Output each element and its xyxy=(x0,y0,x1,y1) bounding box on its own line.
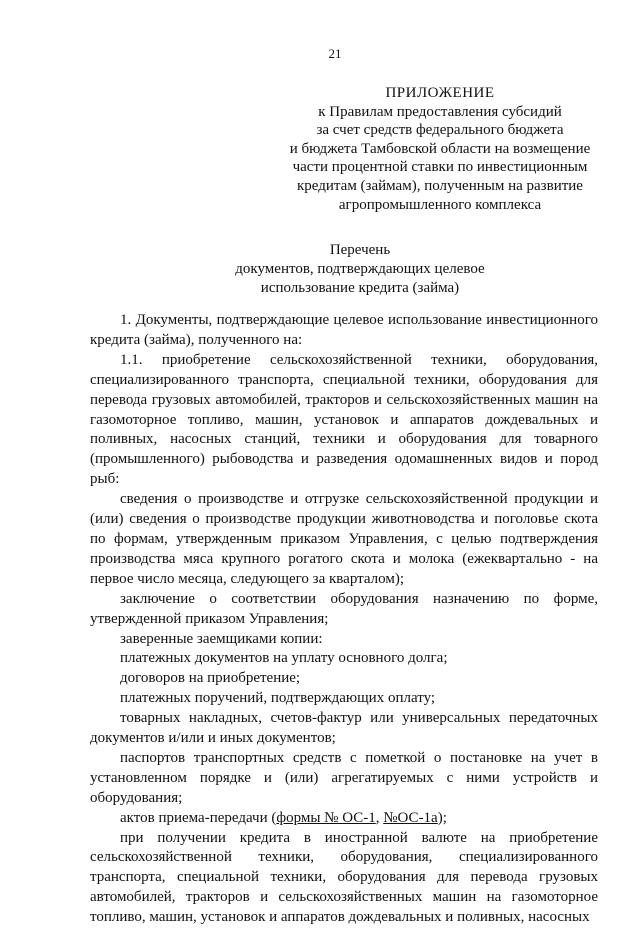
paragraph-certified-copies: заверенные заемщиками копии: xyxy=(120,630,323,647)
paragraph-1-1: 1.1. приобретение сельскохозяйственной техники, оборудования, специализированного транспорта, специальной техники, оборудования для перевода грузовых автомобилей, тракторов и сельскохозяйственных машин на газомоторное топливо, машин, установок и аппаратов дождевальных и поливных, насосных станций, техники и оборудования для товарного (промышленного) рыбоводства и разведения одомашненных видов и пород рыб: xyxy=(90,351,598,488)
paragraph-payment-orders: платежных поручений, подтверждающих оплату; xyxy=(120,690,436,707)
form-os1a-link[interactable]: №ОС-1а xyxy=(383,809,438,826)
appendix-line: кредитам (займам), полученным на развитие xyxy=(297,177,583,194)
paragraph-equipment-conclusion: заключение о соответствии оборудования назначению по форме, утвержденной приказом Управления; xyxy=(90,590,598,627)
appendix-line: и бюджета Тамбовской области на возмещение xyxy=(289,140,591,157)
appendix-line: части процентной ставки по инвестиционным xyxy=(292,159,588,176)
appendix-line: за счет средств федерального бюджета xyxy=(316,122,564,139)
list-title-line: документов, подтверждающих целевое xyxy=(235,261,485,277)
appendix-line: к Правилам предоставления субсидий xyxy=(318,103,562,120)
paragraph-purchase-contracts: договоров на приобретение; xyxy=(120,670,301,687)
paragraph-transfer-acts xyxy=(90,809,598,829)
paragraph-1: 1. Документы, подтверждающие целевое использование инвестиционного кредита (займа), полученного на: xyxy=(90,312,598,348)
appendix-header xyxy=(270,84,610,214)
transfer-acts-prefix: актов приема-передачи ( xyxy=(120,809,277,826)
appendix-title: ПРИЛОЖЕНИЕ xyxy=(385,85,495,101)
paragraph-payment-docs: платежных документов на уплату основного долга; xyxy=(120,650,448,667)
paragraph-foreign-currency: при получении кредита в иностранной валюте на приобретение сельскохозяйственной техники, оборудования, специализированного транспорта, специальной техники, оборудования для перевода грузовых автомобилей, тракторов и сельскохозяйственных машин на газомоторное топливо, машин, установок и аппаратов дождевальных и поливных, насосных xyxy=(90,829,598,926)
paragraph-production-info: сведения о производстве и отгрузке сельскохозяйственной продукции и (или) сведения о производстве продукции животноводства и поголовье скота по формам, утвержденным приказом Управления, с целью подтверждения производства мяса крупного рогатого скота и молока (ежеквартально - на первое число месяца, следующего за кварталом); xyxy=(90,491,598,587)
paragraph-invoices: товарных накладных, счетов-фактур или универсальных передаточных документов и/или и иных документов; xyxy=(90,710,598,747)
document-body xyxy=(90,311,598,928)
list-title-line: Перечень xyxy=(329,242,391,258)
paragraph-vehicle-passports: паспортов транспортных средств с пометкой о постановке на учет в установленном порядке и (или) агрегатируемых с ними устройств и оборудования; xyxy=(90,749,598,806)
transfer-acts-suffix: ); xyxy=(437,809,447,826)
appendix-line: агропромышленного комплекса xyxy=(338,196,542,213)
page-number: 21 xyxy=(328,46,342,61)
transfer-acts-separator: , xyxy=(375,809,384,826)
form-os1-link[interactable]: формы № ОС-1 xyxy=(276,809,376,826)
list-title-line: использование кредита (займа) xyxy=(260,280,460,296)
list-title xyxy=(120,241,600,298)
